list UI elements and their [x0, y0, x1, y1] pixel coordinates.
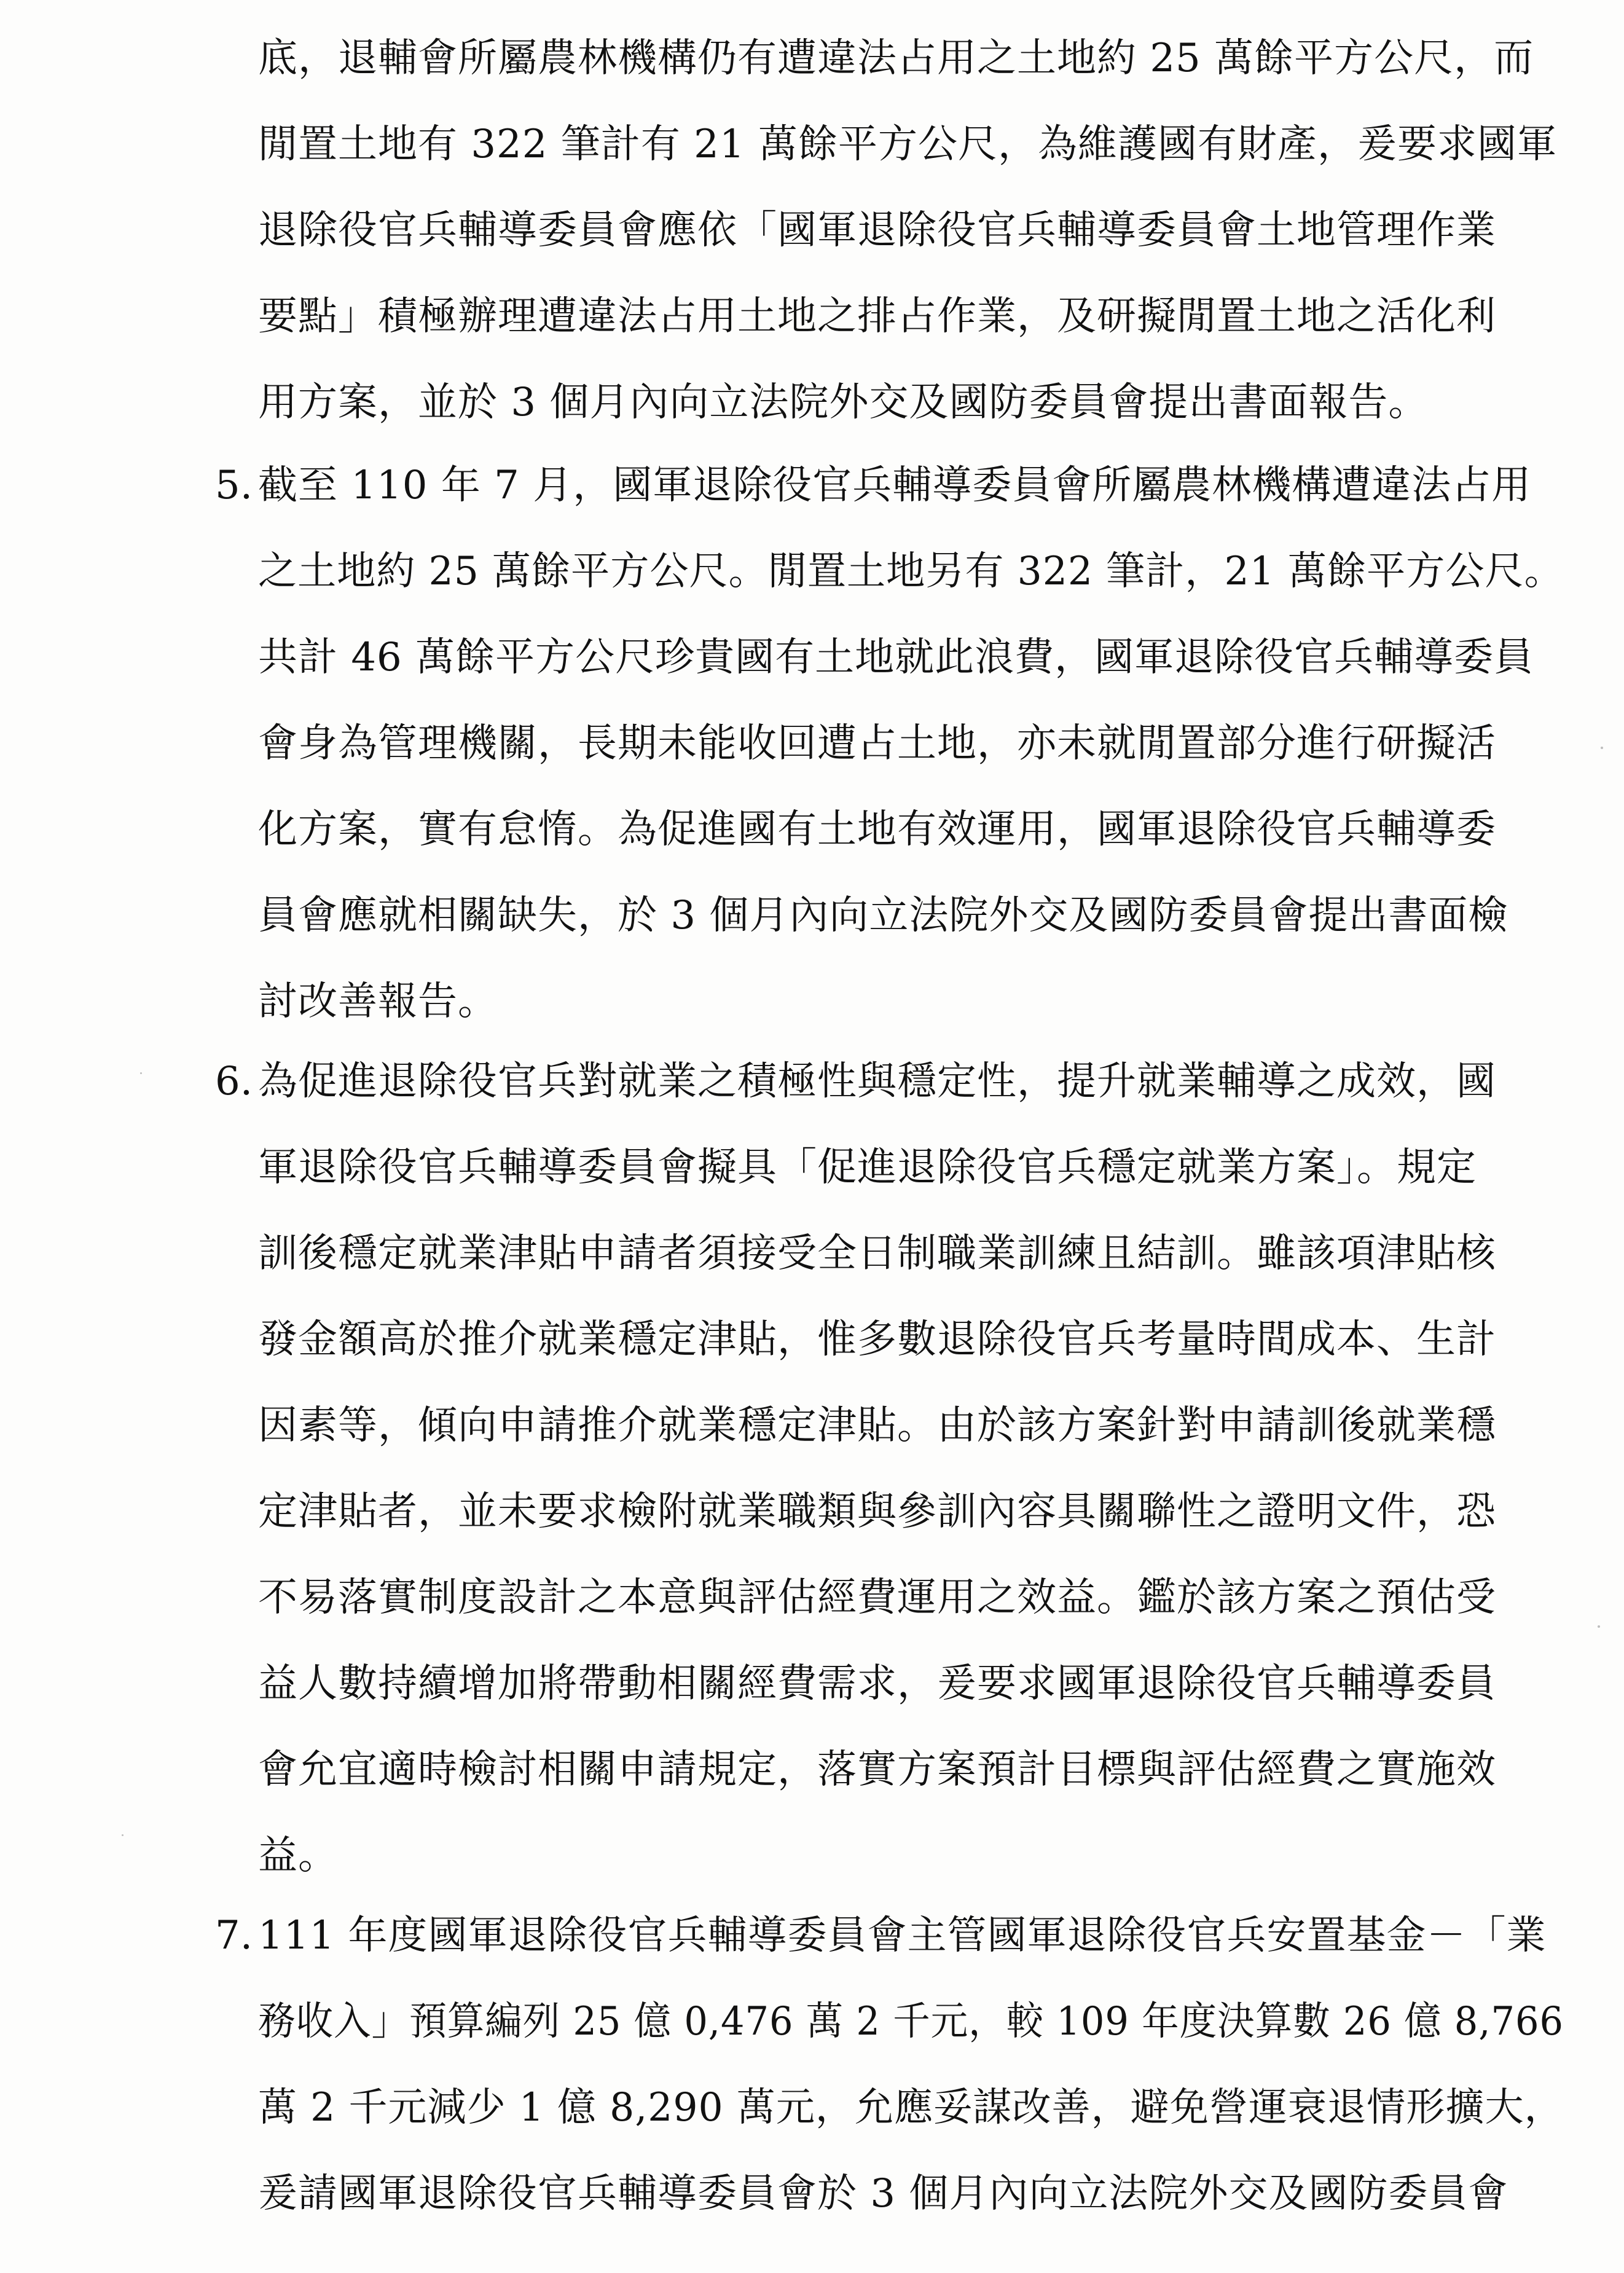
text-line: 訓後穩定就業津貼申請者須接受全日制職業訓練且結訓。雖該項津貼核 [258, 1231, 1496, 1276]
text-line: 共計 46 萬餘平方公尺珍貴國有土地就此浪費，國軍退除役官兵輔導委員 [258, 635, 1534, 680]
text-line: 會身為管理機關，長期未能收回遭占土地，亦未就閒置部分進行研擬活 [258, 721, 1496, 766]
text-line: 111 年度國軍退除役官兵輔導委員會主管國軍退除役官兵安置基金－「業 [258, 1913, 1547, 1958]
text-line: 退除役官兵輔導委員會應依「國軍退除役官兵輔導委員會土地管理作業 [258, 208, 1496, 253]
text-line: 務收入」預算編列 25 億 0,476 萬 2 千元，較 109 年度決算數 26 億 8,766 [258, 1999, 1564, 2044]
item-number: 6. [215, 1059, 253, 1104]
text-line: 萬 2 千元減少 1 億 8,290 萬元，允應妥謀改善，避免營運衰退情形擴大， [258, 2085, 1564, 2130]
scan-speck [1601, 747, 1603, 749]
item-number: 5. [215, 463, 253, 508]
text-line: 底，退輔會所屬農林機構仍有遭違法占用之土地約 25 萬餘平方公尺，而 [258, 36, 1534, 81]
text-line: 爰請國軍退除役官兵輔導委員會於 3 個月內向立法院外交及國防委員會 [258, 2171, 1508, 2216]
scan-speck [140, 1072, 142, 1074]
text-line: 因素等，傾向申請推介就業穩定津貼。由於該方案針對申請訓後就業穩 [258, 1403, 1496, 1448]
text-line: 用方案，並於 3 個月內向立法院外交及國防委員會提出書面報告。 [258, 380, 1429, 425]
scan-speck [122, 1834, 124, 1836]
text-line: 益。 [258, 1833, 338, 1878]
text-line: 發金額高於推介就業穩定津貼，惟多數退除役官兵考量時間成本、生計 [258, 1317, 1496, 1362]
text-line: 討改善報告。 [258, 979, 498, 1024]
text-line: 之土地約 25 萬餘平方公尺。閒置土地另有 322 筆計，21 萬餘平方公尺。 [258, 549, 1564, 594]
scan-speck [1598, 1625, 1600, 1628]
item-number: 7. [215, 1913, 253, 1958]
text-line: 不易落實制度設計之本意與評估經費運用之效益。鑑於該方案之預估受 [258, 1575, 1496, 1620]
text-line: 截至 110 年 7 月，國軍退除役官兵輔導委員會所屬農林機構遭違法占用 [258, 463, 1532, 508]
text-line: 要點」積極辦理遭違法占用土地之排占作業，及研擬閒置土地之活化利 [258, 294, 1496, 339]
text-line: 益人數持續增加將帶動相關經費需求，爰要求國軍退除役官兵輔導委員 [258, 1661, 1496, 1706]
text-line: 化方案，實有怠惰。為促進國有土地有效運用，國軍退除役官兵輔導委 [258, 807, 1496, 852]
text-line: 為促進退除役官兵對就業之積極性與穩定性，提升就業輔導之成效，國 [258, 1059, 1496, 1104]
text-line: 定津貼者，並未要求檢附就業職類與參訓內容具關聯性之證明文件，恐 [258, 1489, 1496, 1534]
text-line: 軍退除役官兵輔導委員會擬具「促進退除役官兵穩定就業方案」。規定 [258, 1145, 1477, 1190]
text-line: 員會應就相關缺失，於 3 個月內向立法院外交及國防委員會提出書面檢 [258, 893, 1508, 938]
text-line: 會允宜適時檢討相關申請規定，落實方案預計目標與評估經費之實施效 [258, 1747, 1496, 1792]
text-line: 閒置土地有 322 筆計有 21 萬餘平方公尺，為維護國有財產，爰要求國軍 [258, 122, 1557, 167]
